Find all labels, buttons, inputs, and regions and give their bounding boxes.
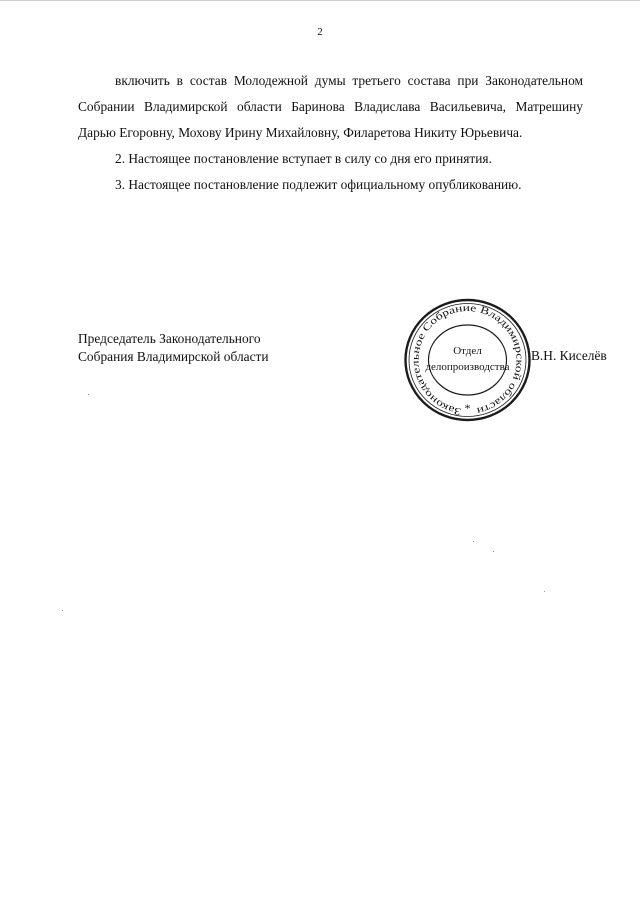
page-top-edge <box>0 0 640 1</box>
seal-ring-text-path: Законодательное Собрание Владимирской области <box>410 302 525 417</box>
scan-speck <box>473 541 474 542</box>
page-number: 2 <box>317 26 323 38</box>
scan-speck <box>493 551 494 552</box>
paragraph-effective-date: 2. Настоящее постановление вступает в силу со дня его принятия. <box>115 151 492 166</box>
seal-star: * <box>464 401 471 415</box>
seal-center-line-2: делопроизводства <box>425 361 510 373</box>
signatory-title-line-1: Председатель Законодательного <box>78 331 261 346</box>
seal-inner-ring <box>429 325 507 395</box>
scan-speck <box>544 591 545 592</box>
scan-speck <box>88 394 89 395</box>
signatory-title-line-2: Собрания Владимирской области <box>78 349 269 364</box>
signatory-name: В.Н. Киселёв <box>531 348 607 363</box>
document-body <box>78 68 583 198</box>
official-seal-stamp <box>397 295 538 425</box>
paragraph-inclusion: включить в состав Молодежной думы третьего состава при Законодательном Собрании Владимирской области Баринова Владислава Васильевича, Матрешину Дарью Егоровну, Мохову Ирину Михайловну, Филаретова Никиту Юрьевича. <box>78 73 583 140</box>
signatory-title <box>78 330 269 366</box>
seal-center-line-1: Отдел <box>453 345 482 357</box>
seal-graphic <box>397 295 538 425</box>
seal-ring-text <box>410 303 524 417</box>
paragraph-publication: 3. Настоящее постановление подлежит официальному опубликованию. <box>115 177 522 192</box>
scan-speck <box>62 610 63 611</box>
